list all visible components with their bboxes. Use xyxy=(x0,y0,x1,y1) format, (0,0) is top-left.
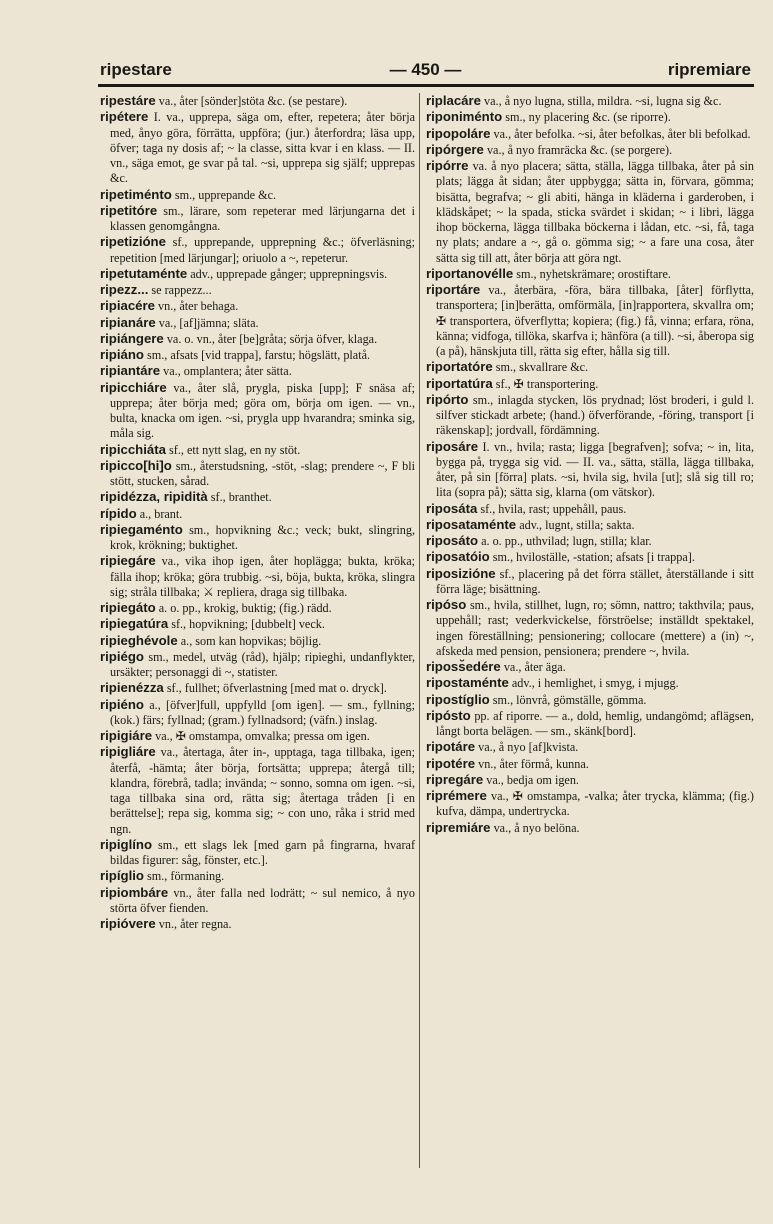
entry-definition: va., ✠ omstampa, omvalka; pressa om igen. xyxy=(152,729,370,743)
entry-headword: riposizióne xyxy=(426,565,496,581)
header-right-guide-word: ripremiare xyxy=(667,60,751,79)
entry-definition: sm., nyhetskrämare; orostiftare. xyxy=(513,266,671,281)
entry-definition: sf., ett nytt slag, en ny stöt. xyxy=(165,442,301,457)
entry-definition: sm., hvila, stillhet, lugn, ro; sömn, nattro; takthvila; paus, uppehåll; rast; vederkvickelse, förströelse; inställdt spektakel, ingen föreställning; pensionering; collocare (mettere) a (in) ~, afskeda med pension, pensionera; prendere ~, hvila. xyxy=(436,598,754,658)
dictionary-entry xyxy=(100,600,415,616)
entry-definition: sm., skvallrare &c. xyxy=(492,360,589,375)
entry-definition: va., å nyo lugna, stilla, mildra. ~si, lugna sig &c. xyxy=(481,94,722,108)
dictionary-entry xyxy=(100,380,415,442)
dictionary-entry xyxy=(426,376,754,392)
dictionary-entry xyxy=(100,442,415,458)
dictionary-entry xyxy=(100,680,415,696)
entry-headword: ripóso xyxy=(426,597,467,612)
dictionary-entry xyxy=(426,142,754,158)
entry-headword: rípido xyxy=(100,505,137,521)
dictionary-entry xyxy=(100,203,415,235)
entry-definition: va., åter befolka. ~si, åter befolkas, åter bli befolkad. xyxy=(490,126,751,141)
dictionary-entry xyxy=(100,728,415,744)
dictionary-entry xyxy=(426,392,754,439)
dictionary-entry xyxy=(100,744,415,837)
entry-definition: vn., åter falla ned lodrätt; ~ sul nemico, å nyo störta öfver fienden. xyxy=(110,885,415,915)
dictionary-entry xyxy=(426,359,754,375)
dictionary-entry xyxy=(100,506,415,522)
entry-headword: ripregáre xyxy=(426,771,484,787)
dictionary-entry xyxy=(426,659,754,675)
entry-headword: riportáre xyxy=(426,282,481,297)
entry-definition: adv., upprepade gånger; upprepningsvis. xyxy=(187,266,388,281)
entry-headword: ripióvere xyxy=(100,916,156,931)
dictionary-entry xyxy=(100,234,415,266)
entry-headword: ripetizióne xyxy=(100,234,166,250)
entry-definition: sm., förmaning. xyxy=(143,869,225,884)
entry-definition: sf., fullhet; öfverlastning [med mat o. dryck]. xyxy=(163,681,387,696)
entry-headword: riponiménto xyxy=(426,109,503,125)
entry-headword: ripetiménto xyxy=(100,186,172,202)
entry-headword: riposatóio xyxy=(426,549,490,565)
dictionary-entry xyxy=(100,109,415,186)
entry-definition: adv., lugnt, stilla; sakta. xyxy=(516,517,635,532)
entry-headword: ripetitóre xyxy=(100,202,158,218)
entry-headword: riportatóre xyxy=(426,359,493,375)
dictionary-entry xyxy=(100,347,415,363)
entry-headword: ripigliáre xyxy=(100,744,156,760)
dictionary-entry xyxy=(426,708,754,740)
entry-headword: ripidézza, ripidità xyxy=(100,489,208,505)
entry-headword: ripetutaménte xyxy=(100,265,188,281)
right-column xyxy=(426,93,754,836)
entry-definition: a., brant. xyxy=(136,506,183,521)
entry-definition: sf., branthet. xyxy=(207,490,272,505)
entry-headword: ripezz... xyxy=(100,282,149,297)
dictionary-entry xyxy=(426,566,754,598)
entry-definition: va., [af]jämna; släta. xyxy=(155,315,259,330)
entry-headword: ripopoláre xyxy=(426,125,491,141)
dictionary-entry xyxy=(100,885,415,917)
dictionary-entry xyxy=(426,756,754,772)
dictionary-entry xyxy=(426,739,754,755)
entry-headword: ripórgere xyxy=(426,141,484,157)
header-rule xyxy=(98,84,754,87)
dictionary-entry xyxy=(426,533,754,549)
entry-headword: riposáto xyxy=(426,533,479,548)
entry-headword: riportanovélle xyxy=(426,265,514,281)
dictionary-entry xyxy=(100,266,415,282)
entry-headword: riposs̆edére xyxy=(426,659,501,674)
dictionary-entry xyxy=(426,772,754,788)
entry-headword: ripiacére xyxy=(100,298,155,314)
entry-definition: sm., medel, utväg (råd), hjälp; ripieghi, undanflykter, ursäkter; personaggi di ~, statister. xyxy=(110,649,415,679)
dictionary-entry xyxy=(426,692,754,708)
entry-headword: ripiegatúra xyxy=(100,616,169,632)
entry-headword: ripórre xyxy=(426,158,469,173)
page-number: — 450 — xyxy=(389,60,462,79)
dictionary-entry xyxy=(100,458,415,490)
dictionary-entry xyxy=(100,616,415,632)
entry-headword: ripiantáre xyxy=(100,363,161,379)
entry-definition: I. vn., hvila; rasta; ligga [begrafven]; sofva; ~ in, lita, bygga på, trygga sig vid. — II. va., sätta, ställa, lägga tillbaka, åter, på sin [förra] plats. ~si, hvila sig, hvila [ut]; slå sig till ro; lita (sopra på); sätta sig, klarna (om vätskor). xyxy=(436,439,754,500)
entry-headword: ripósto xyxy=(426,707,471,723)
entry-headword: ripigiáre xyxy=(100,728,153,743)
entry-headword: ripieghévole xyxy=(100,632,178,648)
entry-definition: va. å nyo placera; sätta, ställa, lägga tillbaka, åter på sin plats; lägga åt sidan; åter uppbygga; sätta in, förvara, gömma; bisätta, begrafva; ~ gli abiti, hänga in kläderna i garderoben, i klädskåpet; ~ la spada, sticka svärdet i skidan; ~ i libri, lägga ihop böckerna, lägga tillbaka böckerna i lådan, etc. ~si, få, taga ny plats; andare a ~, gå o. gömma sig; ~ a fare una cosa, åter sätta sig till att, åter börja att göra ngt. xyxy=(436,159,754,265)
entry-headword: riposáre xyxy=(426,438,479,454)
entry-definition: sm., ett slags lek [med garn på fingrarna, hvaraf bildas figurer: såg, fönster, etc.]. xyxy=(110,837,415,867)
entry-definition: va., å nyo framräcka &c. (se porgere). xyxy=(483,142,673,157)
dictionary-entry xyxy=(100,187,415,203)
entry-definition: va., återtaga, åter in-, upptaga, taga tillbaka, igen; återfå, -hämta; åter börja, fortsätta; upprepa; återgå till; klandra, förebrå, tadla; invända; ~ sonno, somna om igen. ~si, taga tillbaka sina ord, rätta sig; återtaga tråden [i en berättelse]; repa sig, komma sig; ~ con uno, råka i strid med ngn. xyxy=(110,745,415,836)
entry-headword: riposáta xyxy=(426,500,478,516)
dictionary-entry xyxy=(426,282,754,359)
dictionary-entry xyxy=(100,916,415,932)
dictionary-entry xyxy=(426,597,754,659)
entry-definition: sm., afsats [vid trappa], farstu; högslätt, platå. xyxy=(143,348,371,362)
entry-headword: ripiglíno xyxy=(100,836,153,852)
entry-definition: sm., inlagda stycken, lös prydnad; löst broderi, i guld l. silfver stickadt arbete; (hand.) öfverförande, -föring, transport [i räkenskap]; jordvall, fördämning. xyxy=(436,392,754,438)
entry-definition: va., å nyo [af]kvista. xyxy=(475,740,579,755)
header-left-guide-word: ripestare xyxy=(100,60,172,79)
entry-definition: sf., placering på det förra stället, återställande i sitt förra läge; bisättning. xyxy=(436,566,754,596)
dictionary-entry xyxy=(426,439,754,501)
entry-definition: a. o. pp., uthvilad; lugn, stilla; klar. xyxy=(478,534,652,548)
dictionary-entry xyxy=(100,868,415,884)
entry-headword: ripiombáre xyxy=(100,884,169,900)
dictionary-entry xyxy=(426,266,754,282)
dictionary-entry xyxy=(100,298,415,314)
dictionary-entry xyxy=(100,489,415,505)
entry-headword: ripiáno xyxy=(100,347,144,362)
entry-headword: ripiéno xyxy=(100,696,144,712)
entry-headword: ripicchiáre xyxy=(100,379,167,395)
dictionary-entry xyxy=(426,501,754,517)
entry-headword: ripicco[hi]o xyxy=(100,457,172,473)
entry-definition: sm., lärare, som repeterar med lärjungarna det i klassen genomgångna. xyxy=(110,203,415,233)
entry-headword: ripétere xyxy=(100,109,149,125)
entry-headword: ripórto xyxy=(426,391,469,407)
entry-headword: ripianáre xyxy=(100,314,156,330)
entry-definition: va., bedja om igen. xyxy=(483,772,579,787)
entry-headword: riposataménte xyxy=(426,516,517,532)
entry-headword: ripremiáre xyxy=(426,819,491,835)
entry-definition: sf., ✠ transportering. xyxy=(492,376,599,391)
dictionary-entry xyxy=(426,549,754,565)
entry-definition: adv., i hemlighet, i smyg, i mjugg. xyxy=(508,676,679,691)
entry-definition: va. o. vn., åter [be]gråta; sörja öfver, klaga. xyxy=(163,331,378,346)
entry-headword: ripostíglio xyxy=(426,691,490,707)
entry-headword: ripiegaménto xyxy=(100,521,183,537)
dictionary-entry xyxy=(100,282,415,298)
entry-headword: ripíglio xyxy=(100,868,144,884)
entry-definition: va., återbära, -föra, bära tillbaka, [åter] förflytta, transportera; [in]berätta, omförmäla, [in]rapportera, skvallra om; ✠ transportera, öfverflytta; kopiera; (fig.) få, vinna; erfara, röna, känna; vidfoga, tillöka, skarfva i; hänföra (a till). ~si, åberopa sig (a på), hänskjuta till, rätta sig efter, hålla sig till. xyxy=(436,283,754,358)
entry-definition: a., som kan hopvikas; böjlig. xyxy=(177,633,322,648)
entry-definition: se rappezz... xyxy=(148,283,212,297)
dictionary-entry xyxy=(426,517,754,533)
entry-headword: riplacáre xyxy=(426,93,481,108)
entry-headword: ripicchiáta xyxy=(100,441,166,457)
entry-definition: pp. af riporre. — a., dold, hemlig, undangömd; aflägsen, långt borta belägen. — sm., skänk[bord]. xyxy=(436,708,754,738)
entry-definition: vn., åter regna. xyxy=(155,917,232,931)
dictionary-entry xyxy=(100,363,415,379)
entry-definition: sf., upprepande, upprepning &c.; öfverläsning; repetition [med lärjungar]; oriuolo a ~, repeterur. xyxy=(110,235,415,265)
entry-headword: ripotáre xyxy=(426,739,476,755)
dictionary-entry xyxy=(100,315,415,331)
entry-definition: va., omplantera; åter sätta. xyxy=(160,364,292,379)
entry-definition: a., [öfver]full, uppfylld [om igen]. — sm., fyllning; (kok.) färs; fyllnad; (gram.) fyllnadsord; (väfn.) inslag. xyxy=(110,697,415,727)
entry-definition: va., åter äga. xyxy=(500,660,566,674)
entry-headword: ripiángere xyxy=(100,330,164,346)
entry-definition: va., åter [sönder]stöta &c. (se pestare). xyxy=(155,94,348,108)
dictionary-entry xyxy=(100,93,415,109)
dictionary-entry xyxy=(426,158,754,266)
dictionary-entry xyxy=(426,820,754,836)
left-column xyxy=(100,93,415,932)
entry-definition: vn., åter förmå, kunna. xyxy=(475,756,589,771)
entry-definition: sm., hviloställe, -station; afsats [i trappa]. xyxy=(489,550,695,565)
entry-definition: sf., hvila, rast; uppehåll, paus. xyxy=(477,501,627,516)
dictionary-entry xyxy=(426,109,754,125)
dictionary-entry xyxy=(100,553,415,600)
dictionary-entry xyxy=(100,697,415,729)
entry-definition: sm., ny placering &c. (se riporre). xyxy=(502,110,671,125)
entry-definition: va., vika ihop igen, åter hopläggа; bukta, kröka; fälla ihop; kröka; göra trubbig. ~si, böja, bukta, kröka, slingra sig; stråla tillbaka; ⚔ repliera, draga sig tillbaka. xyxy=(110,554,415,599)
dictionary-entry xyxy=(100,649,415,681)
entry-headword: riprémere xyxy=(426,788,487,803)
entry-definition: sm., lönvrå, gömställe, gömma. xyxy=(489,692,647,707)
page-header xyxy=(98,60,753,84)
dictionary-entry xyxy=(426,788,754,820)
entry-definition: I. va., upprepa, säga om, efter, repetera; åter börja med, ånyo göra, förrätta, uppföra; (jur.) återfordra; läsa upp, öfver; taga ny dosis af; ~ la classe, sitta kvar i en klass. — II. vn., säga emot, ge svar på tal. ~si, upprepa sig själf; upprepas &c. xyxy=(110,110,415,186)
dictionary-entry xyxy=(426,126,754,142)
entry-headword: ripiégo xyxy=(100,648,144,664)
entry-headword: ripiegáto xyxy=(100,600,156,615)
entry-definition: va., ✠ omstampa, -valka; åter trycka, klämma; (fig.) kufva, dämpa, undertrycka. xyxy=(436,789,754,819)
entry-definition: sm., hopvikning &c.; veck; bukt, slingring, krok, krökning; buktighet. xyxy=(110,522,415,552)
column-divider xyxy=(419,93,420,1168)
dictionary-entry xyxy=(100,522,415,554)
dictionary-entry xyxy=(426,675,754,691)
entry-headword: ripestáre xyxy=(100,93,156,108)
entry-definition: va., åter slå, prygla, piska [upp]; F snäsa af; upprepa; åter börja med; göra om, börja om igen. — vn., bulta, knacka om igen. ~si, prygla upp hvarandra; sminka sig, måla sig. xyxy=(110,380,415,441)
dictionary-entry xyxy=(100,837,415,869)
entry-headword: ripienézza xyxy=(100,680,164,696)
entry-definition: a. o. pp., krokig, buktig; (fig.) rädd. xyxy=(155,601,332,615)
entry-definition: sm., återstudsning, -stöt, -slag; prendere ~, F bli stött, stucken, sårad. xyxy=(110,458,415,488)
entry-definition: va., å nyo belöna. xyxy=(490,820,580,835)
entry-headword: ripostaménte xyxy=(426,675,509,691)
dictionary-entry xyxy=(426,93,754,109)
entry-headword: ripiegáre xyxy=(100,553,156,569)
entry-definition: sf., hopvikning; [dubbelt] veck. xyxy=(168,617,325,632)
entry-definition: sm., upprepande &c. xyxy=(171,187,277,202)
entry-headword: ripotére xyxy=(426,755,476,771)
entry-headword: riportatúra xyxy=(426,375,493,391)
dictionary-entry xyxy=(100,331,415,347)
dictionary-entry xyxy=(100,633,415,649)
entry-definition: vn., åter behaga. xyxy=(155,299,239,314)
